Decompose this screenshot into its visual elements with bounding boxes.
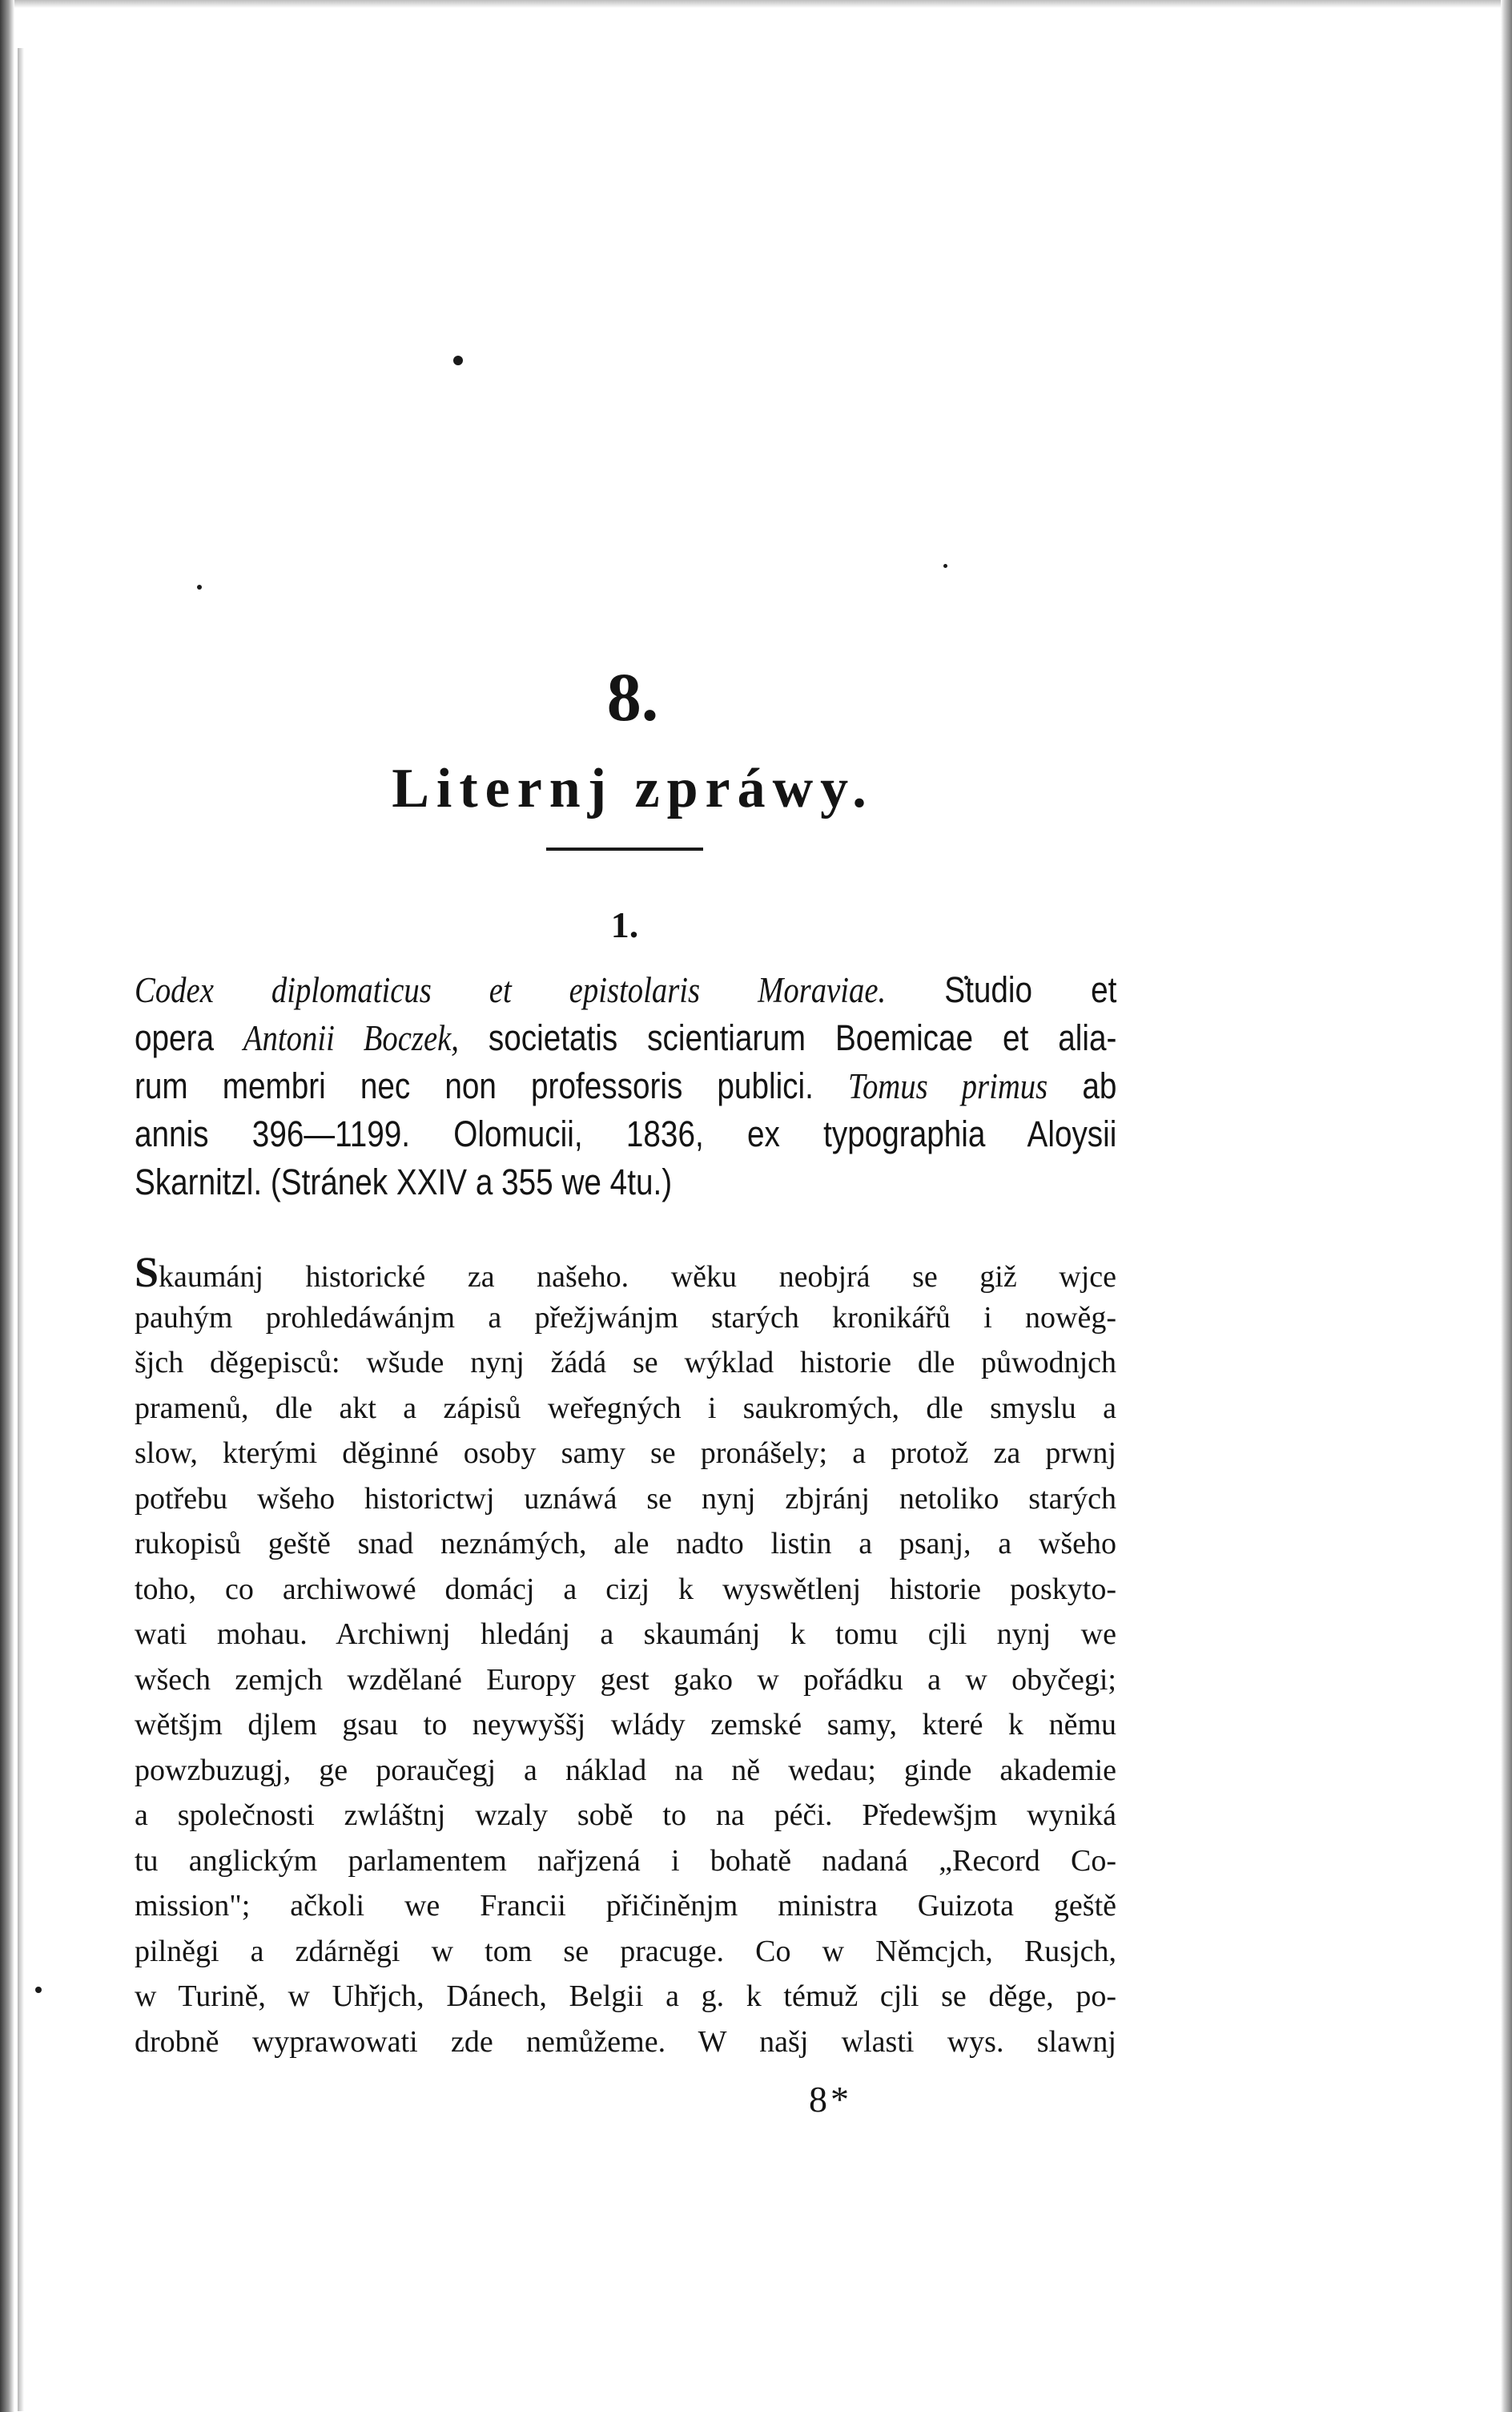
body-line: a společnosti zwláštnj wzaly sobě to na péči. Předewšjm wyniká [135,1798,1116,1832]
citation-title: Codex diplomaticus et epistolaris Moraviae. [135,970,887,1010]
body-line: powzbuzugj, ge poraučegj a náklad na ně wedau; ginde akademie [135,1753,1116,1787]
body-line: potřebu wšeho historictwj uznáwá se nynj zbjránj netoliko starých [135,1481,1116,1516]
page-right-edge [1501,0,1512,2412]
citation-line: annis 396—1199. Olomucii, 1836, ex typographia Aloysii [135,1113,1117,1154]
body-line: mission"; ačkoli we Francii přičiněnjm ministra Guizota geště [135,1889,1116,1923]
body-line: drobně wyprawowati zde nemůžeme. W našj wlasti wys. slawnj [135,2024,1116,2059]
citation-line: Codex diplomaticus et epistolaris Moraviae. Studio et [135,969,1117,1010]
ink-speck [943,564,947,568]
body-line: rukopisů geště snad neznámých, ale nadto listin a psanj, a wšeho [135,1527,1116,1560]
body-line: pauhým prohledáwánjm a přežjwánjm starých kronikářů i nowěg- [135,1300,1116,1335]
body-line: w Turině, w Uhřjch, Dánech, Belgii a g. k témuž cjli se děge, po- [135,1979,1116,2013]
citation-line: opera Antonii Boczek, societatis scientiarum Boemicae et alia- [135,1017,1117,1058]
body-line: tu anglickým parlamentem nařjzená i bohatě nadaná „Record Co- [135,1843,1116,1878]
citation-line: Skarnitzl. (Stránek XXIV a 355 we 4tu.) [135,1162,673,1202]
ink-speck [35,1987,42,1993]
body-line: toho, co archiwowé domácj a cizj k wyswětlenj historie poskyto- [135,1572,1116,1606]
body-line: Skaumánj historické za našeho. wěku neobjrá se giž wjce [135,1248,1116,1296]
chapter-number: 8. [606,658,659,735]
bibliographic-citation [135,966,1116,1206]
citation-line: rum membri nec non professoris publici. Tomus primus ab [135,1065,1117,1106]
body-line: wati mohau. Archiwnj hledánj a skaumánj k tomu cjli nynj we [135,1617,1116,1651]
page-top-edge [0,0,1512,8]
body-line: šjch děgepisců: wšude nynj žádá se wýklad historie dle půwodnjch [135,1346,1116,1379]
ink-speck [197,585,202,590]
section-number: 1. [610,904,639,945]
chapter-title: Liternj zpráwy. [392,758,874,819]
body-line: wšech zemjch wzdělané Europy gest gako w pořádku a w obyčegi; [135,1662,1116,1697]
page-binding-shadow-inner [18,48,24,2411]
citation-author: Antonii Boczek, [243,1018,459,1058]
body-line: slow, kterými děginné osoby samy se pronášely; a protož za prwnj [135,1436,1116,1470]
signature-mark: 8* [809,2079,852,2120]
page-binding-shadow [0,0,14,2412]
citation-volume: Tomus primus [847,1066,1048,1106]
ink-speck [453,356,463,365]
body-line: pramenů, dle akt a zápisů weřegných i saukromých, dle smyslu a [135,1391,1116,1425]
body-line: wětšjm djlem gsau to neywyššj wlády zemské samy, které k němu [135,1708,1116,1742]
body-paragraph [135,1250,1116,2064]
title-divider [546,848,703,851]
body-line: pilněgi a zdárněgi w tom se pracuge. Co w Němcjch, Rusjch, [135,1934,1116,1968]
